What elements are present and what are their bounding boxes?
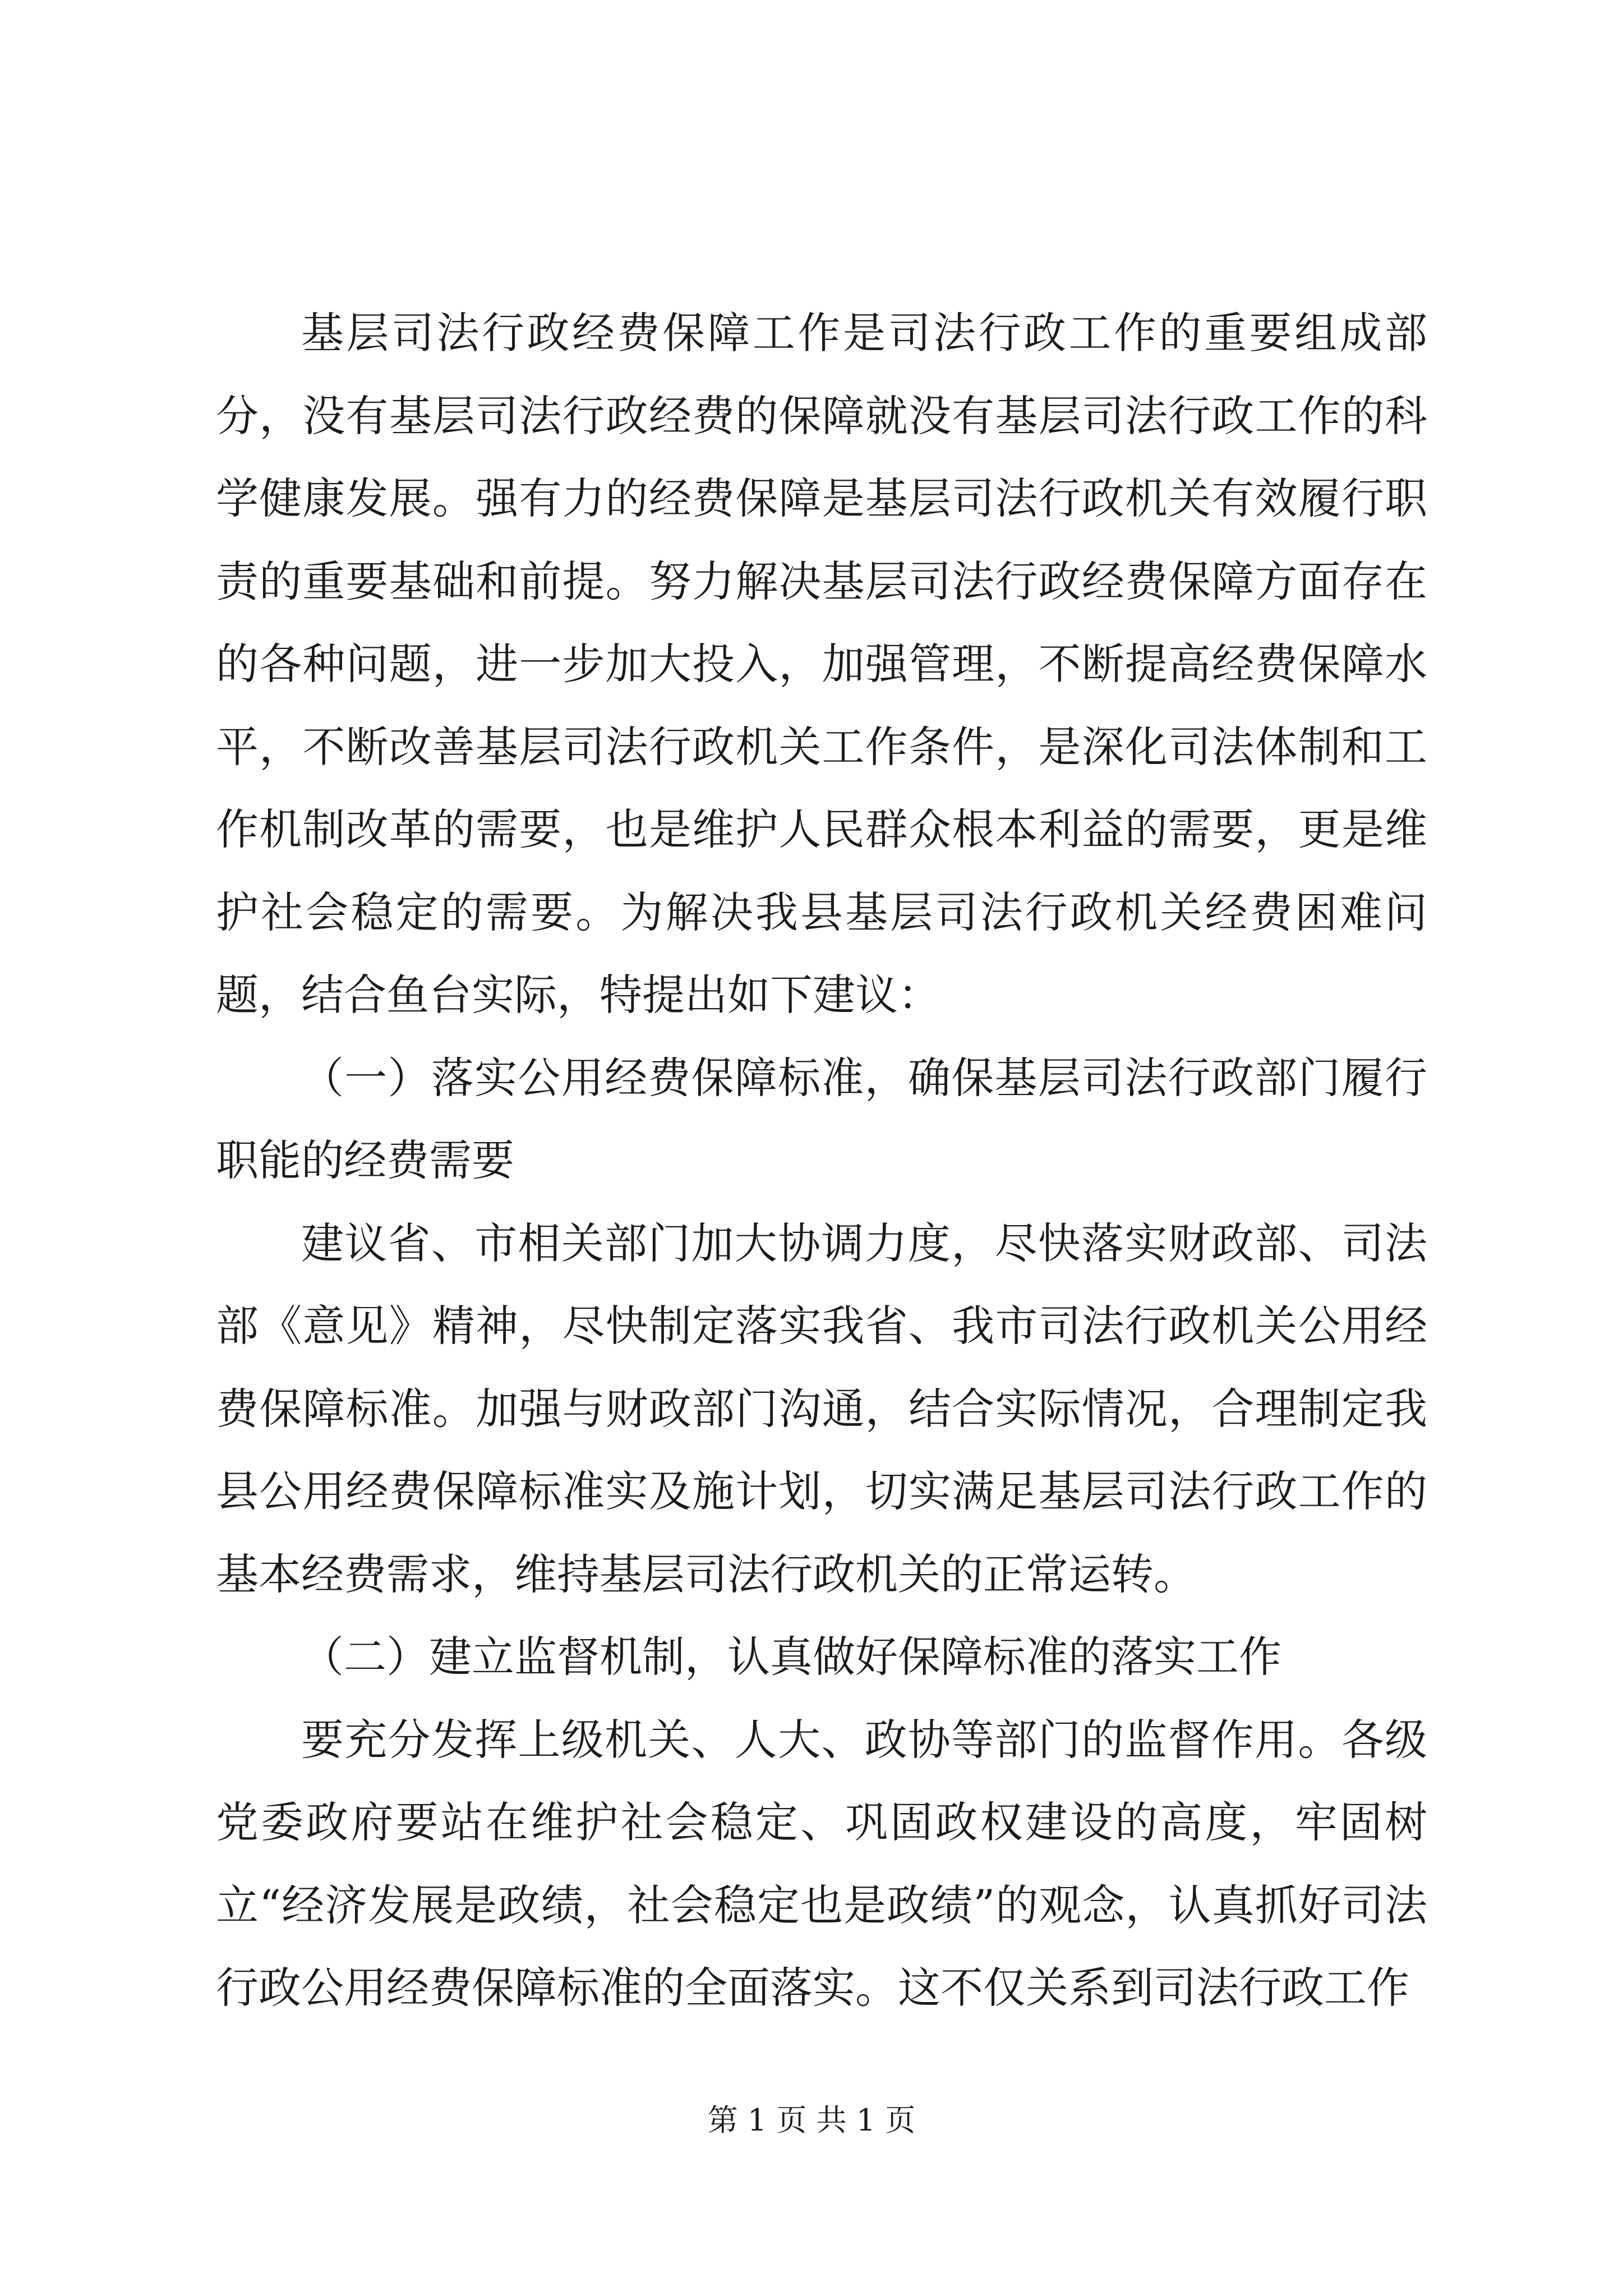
section-heading-2: （二）建立监督机制，认真做好保障标准的落实工作 bbox=[301, 1632, 1281, 1682]
document-body bbox=[216, 292, 1427, 2030]
paragraph-section-2: 要充分发挥上级机关、人大、政协等部门的监督作用。各级党委政府要站在维护社会稳定、巩固政权建设的高度，牢固树立“经济发展是政绩，社会稳定也是政绩”的观念，认真抓好司法行政公用经费保障标准的全面落实。这不仅关系到司法行政工作 bbox=[216, 1714, 1427, 2013]
paragraph-intro: 基层司法行政经费保障工作是司法行政工作的重要组成部分，没有基层司法行政经费的保障就没有基层司法行政工作的科学健康发展。强有力的经费保障是基层司法行政机关有效履行职责的重要基础和前提。努力解决基层司法行政经费保障方面存在的各种问题，进一步加大投入，加强管理，不断提高经费保障水平，不断改善基层司法行政机关工作条件，是深化司法体制和工作机制改革的需要，也是维护人民群众根本利益的需要，更是维护社会稳定的需要。为解决我县基层司法行政机关经费困难问题，结合鱼台实际，特提出如下建议： bbox=[216, 308, 1427, 1020]
page-footer bbox=[0, 2101, 1623, 2140]
section-heading-1: （一）落实公用经费保障标准，确保基层司法行政部门履行职能的经费需要 bbox=[216, 1052, 1427, 1185]
paragraph-section-1: 建议省、市相关部门加大协调力度，尽快落实财政部、司法部《意见》精神，尽快制定落实我省、我市司法行政机关公用经费保障标准。加强与财政部门沟通，结合实际情况，合理制定我县公用经费保障标准实及施计划，切实满足基层司法行政工作的基本经费需求，维持基层司法行政机关的正常运转。 bbox=[216, 1218, 1427, 1599]
page-number-label: 第 1 页 共 1 页 bbox=[707, 2102, 916, 2138]
